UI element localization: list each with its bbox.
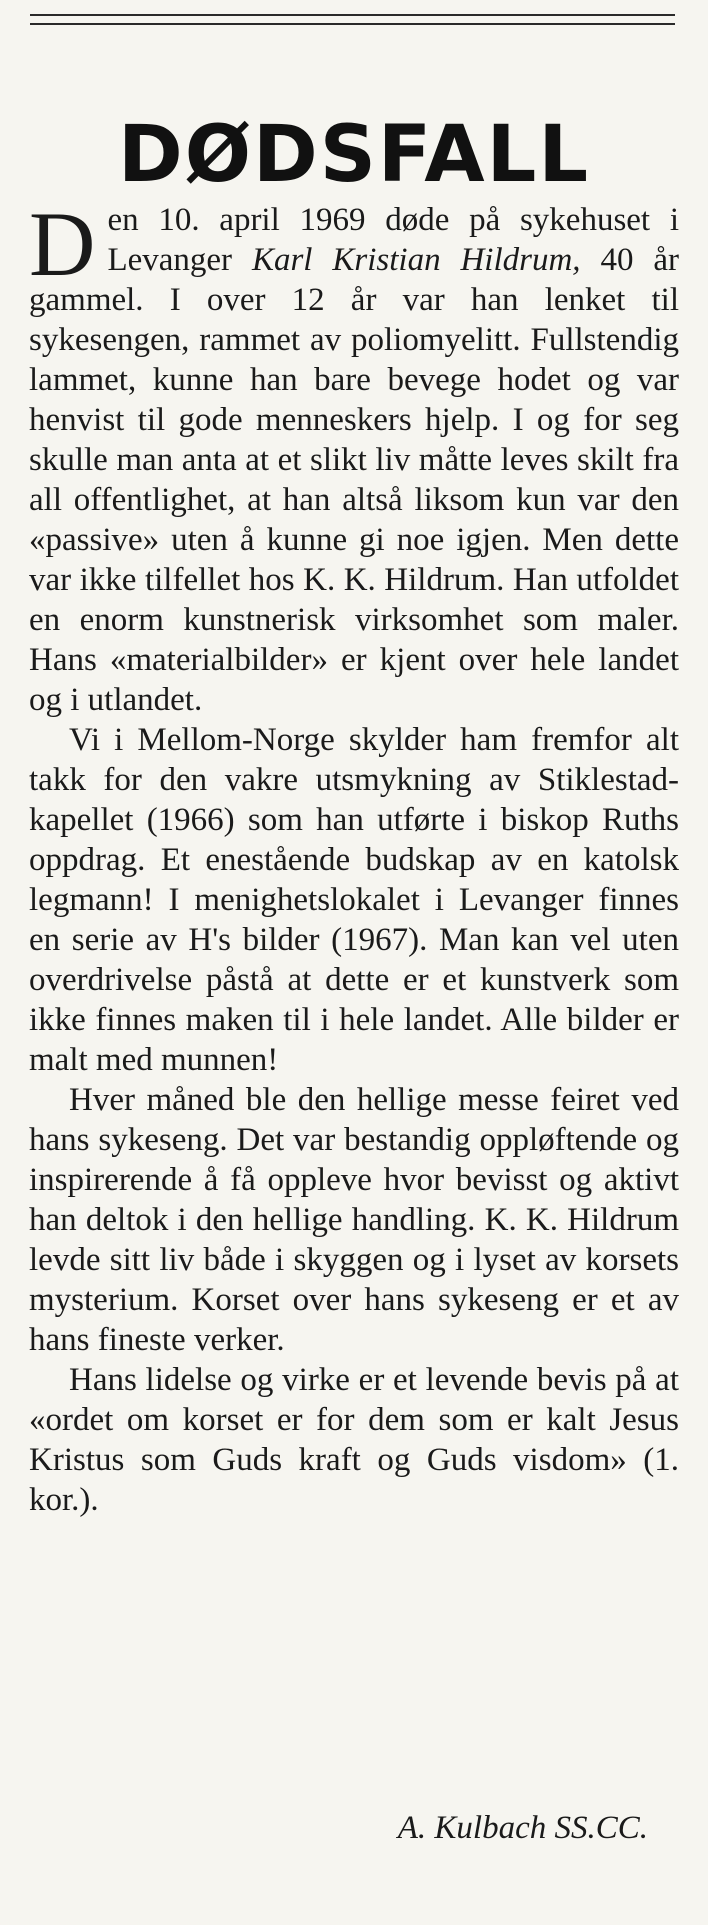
paragraph-3: Hver måned ble den hellige messe feiret ved hans sykeseng. Det var bestandig oppløftende og inspirerende å få oppleve hvor bevisst og aktivt han deltok i den hellige handling. K. K. Hildrum levde sitt liv både i skyggen og i lyset av korsets mysterium. Korset over hans sykeseng er et av hans fineste verker. bbox=[29, 1082, 679, 1358]
top-rule bbox=[30, 14, 675, 16]
author-signature: A. Kulbach SS.CC. bbox=[397, 1810, 648, 1846]
paragraph-1 bbox=[29, 193, 679, 720]
page-title: DØDSFALL bbox=[117, 110, 591, 200]
paragraph-1-intro: en 10. april 1969 døde på sykehuset i Levanger bbox=[107, 202, 679, 278]
drop-cap: D bbox=[29, 193, 96, 295]
paragraph-2: Vi i Mellom-Norge skylder ham fremfor alt takk for den vakre utsmykning av Stiklestad-kapellet (1966) som han utførte i biskop Ruths oppdrag. Et enestående budskap av en katolsk legmann! I menighetslokalet i Levanger finnes en serie av H's bilder (1967). Man kan vel uten overdrivelse påstå at dette er et kunstverk som ikke finnes maken til i hele landet. Alle bilder er malt med munnen! bbox=[29, 722, 679, 1078]
paragraph-1-body: 40 år gammel. I over 12 år var han lenket til sykesengen, rammet av poliomyelitt. Fullstendig lammet, kunne han bare bevege hodet og var henvist til gode menneskers hjelp. I og for seg skulle man anta at et slikt liv måtte leves skilt fra all offentlighet, at han altså liksom kun var den «passive» uten å kunne gi noe igjen. Men dette var ikke tilfellet hos K. K. Hildrum. Han utfoldet en enorm kunstnerisk virksomhet som maler. Hans «materialbilder» er kjent over hele landet og i utlandet. bbox=[29, 242, 679, 718]
deceased-name: Karl Kristian Hildrum, bbox=[251, 242, 581, 278]
obituary-article bbox=[29, 193, 679, 1520]
paragraph-4: Hans lidelse og virke er et levende bevis på at «ordet om korset er for dem som er kalt Jesus Kristus som Guds kraft og Guds visdom» (1. kor.). bbox=[29, 1362, 679, 1518]
top-rule-secondary bbox=[30, 23, 675, 25]
